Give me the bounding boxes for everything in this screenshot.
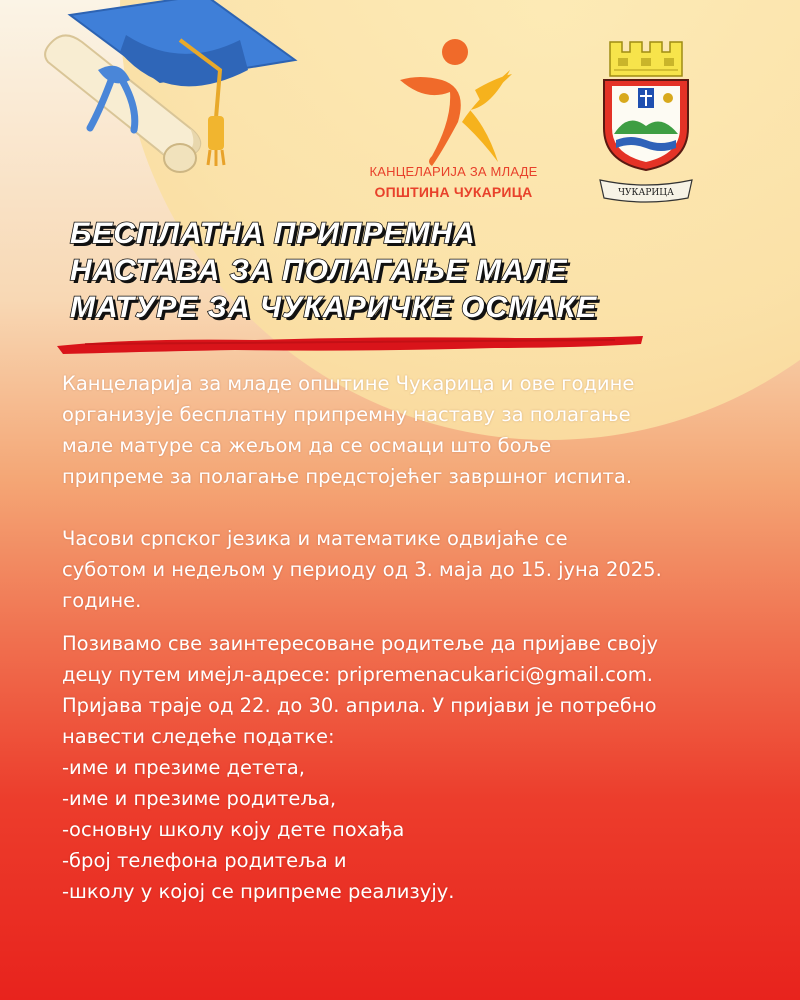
- list-item: -број телефона родитеља и: [62, 849, 347, 872]
- text-line: припреме за полагање предстојећег завршног испита.: [62, 465, 633, 488]
- text-line: Часови српског језика и математике одвијаће се: [62, 527, 568, 550]
- list-item: -име и презиме детета,: [62, 756, 305, 779]
- graduation-cap-icon: [30, 0, 300, 190]
- title-line-1: БЕСПЛАТНА ПРИПРЕМНА: [70, 217, 476, 250]
- chukarica-coat-of-arms: [596, 30, 696, 210]
- logo-org-line2: ОПШТИНА ЧУКАРИЦА: [374, 184, 533, 200]
- list-item: -основну школу коју дете похађа: [62, 818, 405, 841]
- coat-of-arms-label: ЧУКАРИЦА: [618, 188, 674, 198]
- title-line-2: НАСТАВА ЗА ПОЛАГАЊЕ МАЛЕ: [70, 254, 568, 287]
- list-item: -име и презиме родитеља,: [62, 787, 337, 810]
- youth-office-logo: [380, 30, 530, 180]
- text-line: организује бесплатну припремну наставу за полагање: [62, 403, 631, 426]
- text-line: године.: [62, 589, 142, 612]
- text-line-email: децу путем имејл-адресе: pripremenacukarici@gmail.com.: [62, 663, 653, 686]
- paragraph-application: [62, 628, 658, 907]
- red-brush-stroke: [55, 330, 645, 356]
- text-line: Пријава траје од 22. до 30. априла. У пријави је потребно: [62, 694, 657, 717]
- text-line: Канцеларија за младе општине Чукарица и ове године: [62, 372, 635, 395]
- list-item: -школу у којој се припреме реализују.: [62, 880, 455, 903]
- paragraph-intro: [62, 368, 634, 492]
- text-line: мале матуре са жељом да се осмаци што боље: [62, 434, 552, 457]
- logo-org-line1: КАНЦЕЛАРИЈА ЗА МЛАДЕ: [369, 164, 538, 179]
- text-line: Позивамо све заинтересоване родитеље да пријаве своју: [62, 632, 659, 655]
- title-line-3: МАТУРЕ ЗА ЧУКАРИЧКЕ ОСМАКЕ: [70, 291, 598, 324]
- text-line: суботом и недељом у периоду од 3. маја до 15. јуна 2025.: [62, 558, 662, 581]
- paragraph-schedule: [62, 523, 662, 616]
- text-line: навести следеће податке:: [62, 725, 335, 748]
- page-title: [70, 215, 750, 326]
